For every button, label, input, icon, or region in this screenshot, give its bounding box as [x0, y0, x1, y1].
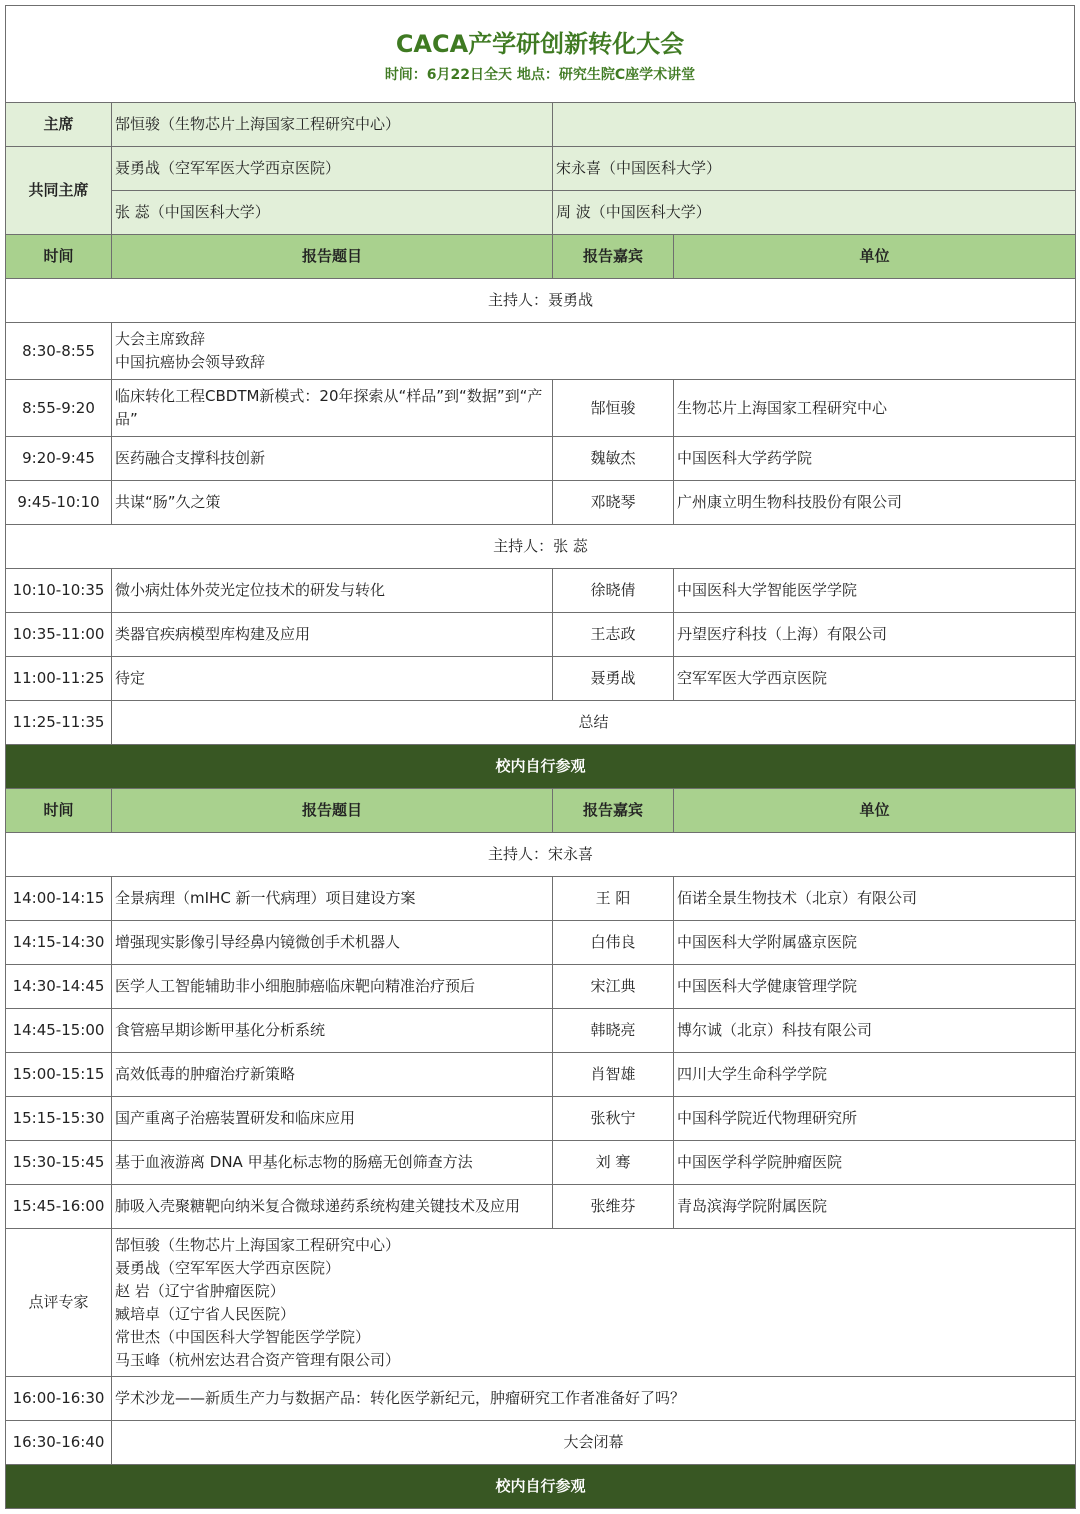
- org-cell: 中国医科大学健康管理学院: [674, 965, 1076, 1009]
- co-chair-name: 聂勇战（空军军医大学西京医院）: [112, 147, 553, 191]
- org-cell: 中国医科大学附属盛京医院: [674, 921, 1076, 965]
- reviewers-cell: [112, 1229, 1076, 1377]
- host-row: [6, 525, 1076, 569]
- column-header-speaker: 报告嘉宾: [553, 789, 674, 833]
- agenda-row: [6, 323, 1076, 380]
- time-cell: 10:35-11:00: [6, 613, 112, 657]
- agenda-header: [5, 5, 1075, 102]
- reviewer-name: 臧培卓（辽宁省人民医院）: [115, 1304, 296, 1323]
- summary-cell: 总结: [112, 701, 1076, 745]
- closing-cell: 大会闭幕: [112, 1421, 1076, 1465]
- host-row: [6, 279, 1076, 323]
- agenda-row: [6, 613, 1076, 657]
- speaker-cell: 刘 骞: [553, 1141, 674, 1185]
- column-header-row: [6, 235, 1076, 279]
- reviewers-label: 点评专家: [6, 1229, 112, 1377]
- break-text: 校内自行参观: [6, 1465, 1076, 1509]
- column-header-time: 时间: [6, 235, 112, 279]
- time-cell: 15:45-16:00: [6, 1185, 112, 1229]
- page-subtitle: 时间：6月22日全天 地点：研究生院C座学术讲堂: [384, 67, 696, 83]
- agenda-row: [6, 481, 1076, 525]
- column-header-row: [6, 789, 1076, 833]
- break-text: 校内自行参观: [6, 745, 1076, 789]
- reviewers-row: [6, 1229, 1076, 1377]
- speaker-cell: 张秋宁: [553, 1097, 674, 1141]
- column-header-org: 单位: [674, 235, 1076, 279]
- agenda-row: [6, 1053, 1076, 1097]
- speaker-cell: 王 阳: [553, 877, 674, 921]
- title-cell: 高效低毒的肿瘤治疗新策略: [112, 1053, 553, 1097]
- agenda-row: [6, 921, 1076, 965]
- host-text: 主持人：聂勇战: [6, 279, 1076, 323]
- time-cell: 15:15-15:30: [6, 1097, 112, 1141]
- agenda-row: [6, 1009, 1076, 1053]
- speaker-cell: 魏敏杰: [553, 437, 674, 481]
- title-cell: 医药融合支撑科技创新: [112, 437, 553, 481]
- salon-cell: 学术沙龙——新质生产力与数据产品：转化医学新纪元，肿瘤研究工作者准备好了吗？: [112, 1377, 1076, 1421]
- title-cell: 临床转化工程CBDTM新模式：20年探索从“样品”到“数据”到“产品”: [112, 380, 553, 437]
- host-row: [6, 833, 1076, 877]
- title-cell: 食管癌早期诊断甲基化分析系统: [112, 1009, 553, 1053]
- agenda-row: [6, 965, 1076, 1009]
- reviewer-name: 马玉峰（杭州宏达君合资产管理有限公司）: [115, 1350, 401, 1369]
- title-cell: 共谋“肠”久之策: [112, 481, 553, 525]
- time-cell: 14:00-14:15: [6, 877, 112, 921]
- agenda-row: [6, 1097, 1076, 1141]
- reviewer-name: 赵 岩（辽宁省肿瘤医院）: [115, 1281, 285, 1300]
- speaker-cell: 韩晓亮: [553, 1009, 674, 1053]
- time-cell: 16:30-16:40: [6, 1421, 112, 1465]
- agenda-row: [6, 1377, 1076, 1421]
- title-cell: 医学人工智能辅助非小细胞肺癌临床靶向精准治疗预后: [112, 965, 553, 1009]
- time-cell: 11:25-11:35: [6, 701, 112, 745]
- speaker-cell: 张维芬: [553, 1185, 674, 1229]
- page-title: CACA产学研创新转化大会: [395, 30, 685, 58]
- agenda-row: [6, 569, 1076, 613]
- column-header-org: 单位: [674, 789, 1076, 833]
- chair-label: 主席: [6, 103, 112, 147]
- org-cell: 广州康立明生物科技股份有限公司: [674, 481, 1076, 525]
- org-cell: 中国科学院近代物理研究所: [674, 1097, 1076, 1141]
- opening-cell: [112, 323, 1076, 380]
- title-cell: 基于血液游离 DNA 甲基化标志物的肠癌无创筛查方法: [112, 1141, 553, 1185]
- title-cell: 增强现实影像引导经鼻内镜微创手术机器人: [112, 921, 553, 965]
- title-cell: 肺吸入壳聚糖靶向纳米复合微球递药系统构建关键技术及应用: [112, 1185, 553, 1229]
- title-cell: 微小病灶体外荧光定位技术的研发与转化: [112, 569, 553, 613]
- agenda-page: [5, 5, 1075, 1509]
- agenda-row: [6, 1421, 1076, 1465]
- time-cell: 10:10-10:35: [6, 569, 112, 613]
- time-cell: 14:15-14:30: [6, 921, 112, 965]
- title-cell: 国产重离子治癌装置研发和临床应用: [112, 1097, 553, 1141]
- title-cell: 类器官疾病模型库构建及应用: [112, 613, 553, 657]
- org-cell: 中国医科大学智能医学学院: [674, 569, 1076, 613]
- host-text: 主持人：宋永喜: [6, 833, 1076, 877]
- co-chair-name: 周 波（中国医科大学）: [553, 191, 1076, 235]
- reviewer-name: 聂勇战（空军军医大学西京医院）: [115, 1258, 341, 1277]
- org-cell: 四川大学生命科学学院: [674, 1053, 1076, 1097]
- break-row: [6, 745, 1076, 789]
- column-header-time: 时间: [6, 789, 112, 833]
- chair-name: 郜恒骏（生物芯片上海国家工程研究中心）: [112, 103, 553, 147]
- reviewer-name: 常世杰（中国医科大学智能医学学院）: [115, 1327, 371, 1346]
- co-chair-row: [6, 191, 1076, 235]
- reviewer-name: 郜恒骏（生物芯片上海国家工程研究中心）: [115, 1235, 401, 1254]
- speaker-cell: 聂勇战: [553, 657, 674, 701]
- co-chair-label: 共同主席: [6, 147, 112, 235]
- co-chair-name: 宋永喜（中国医科大学）: [553, 147, 1076, 191]
- org-cell: 生物芯片上海国家工程研究中心: [674, 380, 1076, 437]
- agenda-table: [5, 102, 1076, 1509]
- opening-line: 大会主席致辞: [115, 330, 206, 348]
- org-cell: 丹望医疗科技（上海）有限公司: [674, 613, 1076, 657]
- opening-line: 中国抗癌协会领导致辞: [115, 353, 266, 371]
- agenda-row: [6, 657, 1076, 701]
- column-header-title: 报告题目: [112, 235, 553, 279]
- co-chair-name: 张 蕊（中国医科大学）: [112, 191, 553, 235]
- agenda-row: [6, 1141, 1076, 1185]
- time-cell: 9:20-9:45: [6, 437, 112, 481]
- time-cell: 15:00-15:15: [6, 1053, 112, 1097]
- agenda-row: [6, 380, 1076, 437]
- org-cell: 中国医学科学院肿瘤医院: [674, 1141, 1076, 1185]
- co-chair-row: [6, 147, 1076, 191]
- break-row: [6, 1465, 1076, 1509]
- agenda-row: [6, 437, 1076, 481]
- speaker-cell: 徐晓倩: [553, 569, 674, 613]
- column-header-title: 报告题目: [112, 789, 553, 833]
- agenda-row: [6, 701, 1076, 745]
- org-cell: 青岛滨海学院附属医院: [674, 1185, 1076, 1229]
- agenda-row: [6, 877, 1076, 921]
- org-cell: 空军军医大学西京医院: [674, 657, 1076, 701]
- time-cell: 8:55-9:20: [6, 380, 112, 437]
- time-cell: 8:30-8:55: [6, 323, 112, 380]
- org-cell: 佰诺全景生物技术（北京）有限公司: [674, 877, 1076, 921]
- org-cell: 博尔诚（北京）科技有限公司: [674, 1009, 1076, 1053]
- org-cell: 中国医科大学药学院: [674, 437, 1076, 481]
- speaker-cell: 邓晓琴: [553, 481, 674, 525]
- agenda-row: [6, 1185, 1076, 1229]
- time-cell: 9:45-10:10: [6, 481, 112, 525]
- title-cell: 待定: [112, 657, 553, 701]
- speaker-cell: 王志政: [553, 613, 674, 657]
- title-cell: 全景病理（mIHC 新一代病理）项目建设方案: [112, 877, 553, 921]
- time-cell: 14:45-15:00: [6, 1009, 112, 1053]
- speaker-cell: 郜恒骏: [553, 380, 674, 437]
- speaker-cell: 肖智雄: [553, 1053, 674, 1097]
- time-cell: 16:00-16:30: [6, 1377, 112, 1421]
- chair-row: [6, 103, 1076, 147]
- speaker-cell: 白伟良: [553, 921, 674, 965]
- time-cell: 15:30-15:45: [6, 1141, 112, 1185]
- column-header-speaker: 报告嘉宾: [553, 235, 674, 279]
- time-cell: 11:00-11:25: [6, 657, 112, 701]
- host-text: 主持人：张 蕊: [6, 525, 1076, 569]
- speaker-cell: 宋江典: [553, 965, 674, 1009]
- time-cell: 14:30-14:45: [6, 965, 112, 1009]
- chair-empty-cell: [553, 103, 1076, 147]
